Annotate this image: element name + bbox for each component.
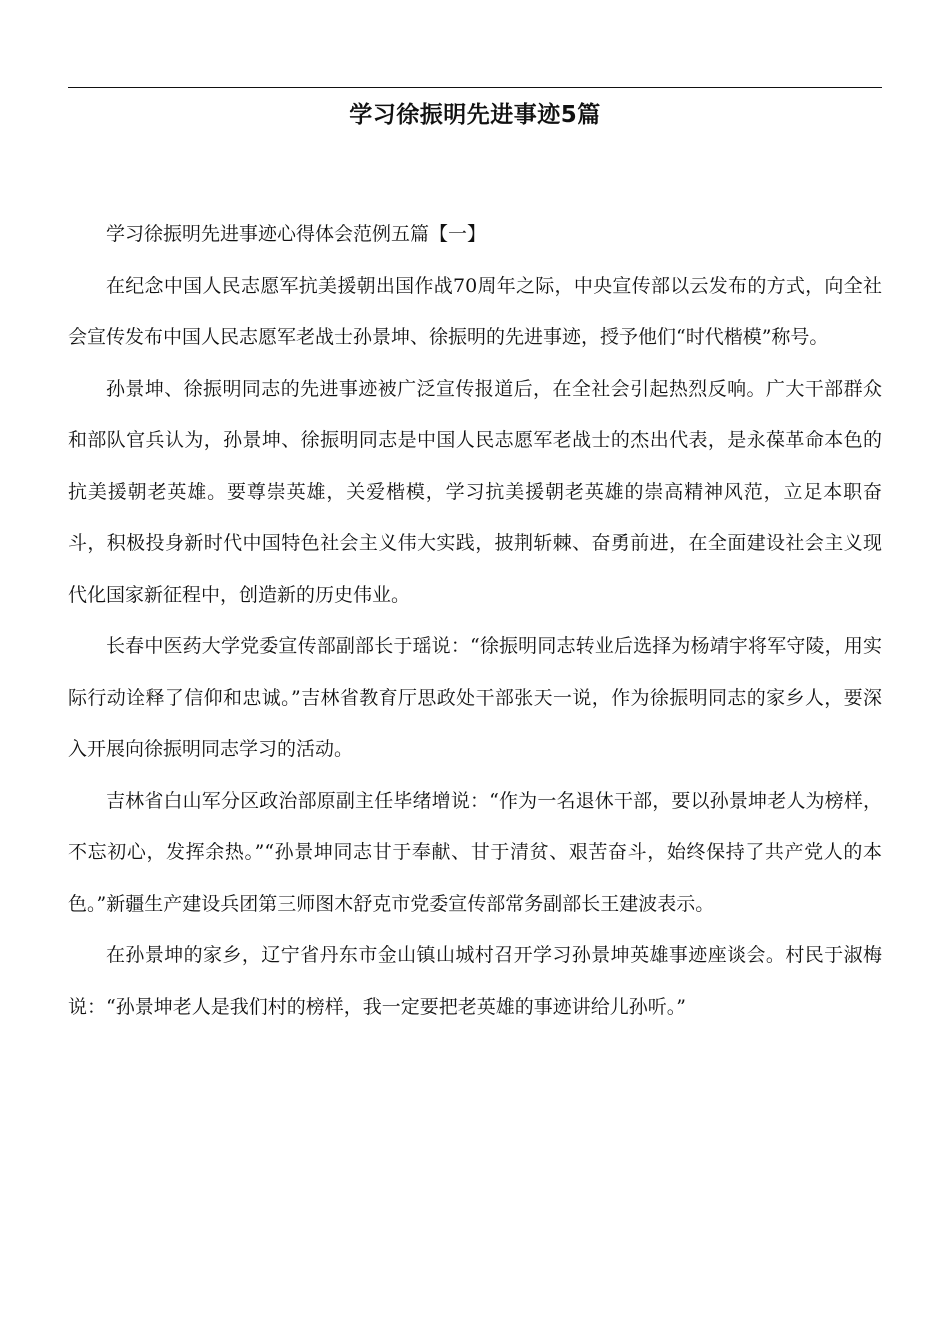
body-paragraph: 长春中医药大学党委宣传部副部长于瑶说：“徐振明同志转业后选择为杨靖宇将军守陵，用实际行动诠释了信仰和忠诚。”吉林省教育厅思政处干部张天一说，作为徐振明同志的家乡人，要深入开展向徐振明同志学习的活动。 [68,635,882,760]
section-heading: 学习徐振明先进事迹心得体会范例五篇【一】 [106,223,487,245]
document-body [68,209,882,1033]
body-paragraph: 吉林省白山军分区政治部原副主任毕绪增说：“作为一名退休干部，要以孙景坤老人为榜样，不忘初心，发挥余热。”“孙景坤同志甘于奉献、甘于清贫、艰苦奋斗，始终保持了共产党人的本色。”新疆生产建设兵团第三师图木舒克市党委宣传部常务副部长王建波表示。 [68,789,882,915]
body-paragraph: 在纪念中国人民志愿军抗美援朝出国作战70周年之际，中央宣传部以云发布的方式，向全社会宣传发布中国人民志愿军老战士孙景坤、徐振明的先进事迹，授予他们“时代楷模”称号。 [68,274,882,348]
body-paragraph: 在孙景坤的家乡，辽宁省丹东市金山镇山城村召开学习孙景坤英雄事迹座谈会。村民于淑梅说：“孙景坤老人是我们村的榜样，我一定要把老英雄的事迹讲给儿孙听。” [68,944,882,1018]
header-rule [68,87,882,88]
body-paragraph: 孙景坤、徐振明同志的先进事迹被广泛宣传报道后，在全社会引起热烈反响。广大干部群众和部队官兵认为，孙景坤、徐振明同志是中国人民志愿军老战士的杰出代表，是永葆革命本色的抗美援朝老英雄。要尊崇英雄，关爱楷模，学习抗美援朝老英雄的崇高精神风范，立足本职奋斗，积极投身新时代中国特色社会主义伟大实践，披荆斩棘、奋勇前进，在全面建设社会主义现代化国家新征程中，创造新的历史伟业。 [68,377,882,606]
document-title: 学习徐振明先进事迹5篇 [349,102,601,128]
